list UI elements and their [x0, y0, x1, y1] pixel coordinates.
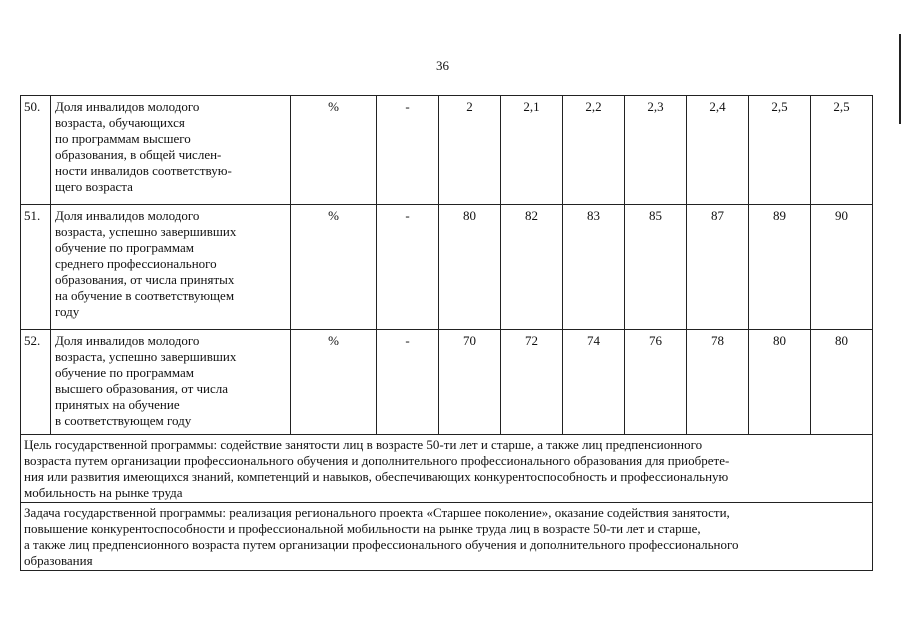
value-cell: 78	[687, 330, 749, 435]
indicator-table	[20, 95, 873, 571]
program-goal-line: мобильность на рынке труда	[24, 485, 183, 500]
table-body	[21, 96, 873, 571]
program-task-line: образования	[24, 553, 93, 568]
value-cell: 82	[501, 205, 563, 330]
table-row	[21, 330, 873, 435]
value-cell: 80	[749, 330, 811, 435]
indicator-name-line: возраста, успешно завершивших	[55, 224, 237, 239]
table-row	[21, 205, 873, 330]
base-value-cell: -	[377, 330, 439, 435]
indicator-name-line: ности инвалидов соответствую-	[55, 163, 232, 178]
page-number: 36	[436, 58, 449, 73]
indicator-name-line: Доля инвалидов молодого	[55, 208, 200, 223]
value-cell: 87	[687, 205, 749, 330]
indicator-name-line: по программам высшего	[55, 131, 191, 146]
indicator-name-line: Доля инвалидов молодого	[55, 333, 200, 348]
row-number: 52.	[21, 330, 51, 435]
value-cell: 2,1	[501, 96, 563, 205]
row-number: 50.	[21, 96, 51, 205]
value-cell: 72	[501, 330, 563, 435]
value-cell: 85	[625, 205, 687, 330]
goal-row	[21, 435, 873, 503]
indicator-name-line: возраста, обучающихся	[55, 115, 185, 130]
value-cell: 80	[811, 330, 873, 435]
base-value-cell: -	[377, 96, 439, 205]
program-task-line: повышение конкурентоспособности и профессиональной мобильности на рынке труда лиц в возрасте 50-ти лет и старше,	[24, 521, 701, 536]
indicator-name	[51, 330, 291, 435]
task-row	[21, 503, 873, 571]
indicator-name-line: Доля инвалидов молодого	[55, 99, 200, 114]
value-cell: 76	[625, 330, 687, 435]
indicator-name-line: среднего профессионального	[55, 256, 217, 271]
value-cell: 70	[439, 330, 501, 435]
indicator-name-line: принятых на обучение	[55, 397, 180, 412]
value-cell: 2,4	[687, 96, 749, 205]
indicator-name-line: году	[55, 304, 80, 319]
program-task-line: Задача государственной программы: реализация регионального проекта «Старшее поколение», оказание содействия занятости,	[24, 505, 730, 520]
value-cell: 2,5	[749, 96, 811, 205]
indicator-name-line: высшего образования, от числа	[55, 381, 229, 396]
value-cell: 80	[439, 205, 501, 330]
value-cell: 83	[563, 205, 625, 330]
value-cell: 2,2	[563, 96, 625, 205]
indicator-name-line: на обучение в соответствующем	[55, 288, 235, 303]
program-goal-line: Цель государственной программы: содействие занятости лиц в возрасте 50-ти лет и старше, а также лиц предпенсионного	[24, 437, 703, 452]
program-task	[21, 503, 873, 571]
unit-cell: %	[291, 330, 377, 435]
indicator-name	[51, 205, 291, 330]
indicator-name-line: образования, от числа принятых	[55, 272, 235, 287]
row-number: 51.	[21, 205, 51, 330]
base-value-cell: -	[377, 205, 439, 330]
scan-edge-mark	[899, 34, 901, 124]
program-goal-line: возраста путем организации профессионального обучения и дополнительного профессионального образования для приобрете-	[24, 453, 730, 468]
value-cell: 2,5	[811, 96, 873, 205]
value-cell: 90	[811, 205, 873, 330]
value-cell: 89	[749, 205, 811, 330]
unit-cell: %	[291, 205, 377, 330]
indicator-name	[51, 96, 291, 205]
indicator-name-line: в соответствующем году	[55, 413, 192, 428]
unit-cell: %	[291, 96, 377, 205]
indicator-name-line: обучение по программам	[55, 365, 194, 380]
value-cell: 2	[439, 96, 501, 205]
value-cell: 2,3	[625, 96, 687, 205]
program-task-line: а также лиц предпенсионного возраста путем организации профессионального обучения и дополнительного профессионального	[24, 537, 739, 552]
indicator-name-line: возраста, успешно завершивших	[55, 349, 237, 364]
table-row	[21, 96, 873, 205]
indicator-name-line: обучение по программам	[55, 240, 194, 255]
indicator-name-line: щего возраста	[55, 179, 133, 194]
value-cell: 74	[563, 330, 625, 435]
program-goal-line: ния или развития имеющихся знаний, компетенций и навыков, обеспечивающих конкурентоспособность и профессиональную	[24, 469, 729, 484]
indicator-name-line: образования, в общей числен-	[55, 147, 222, 162]
program-goal	[21, 435, 873, 503]
